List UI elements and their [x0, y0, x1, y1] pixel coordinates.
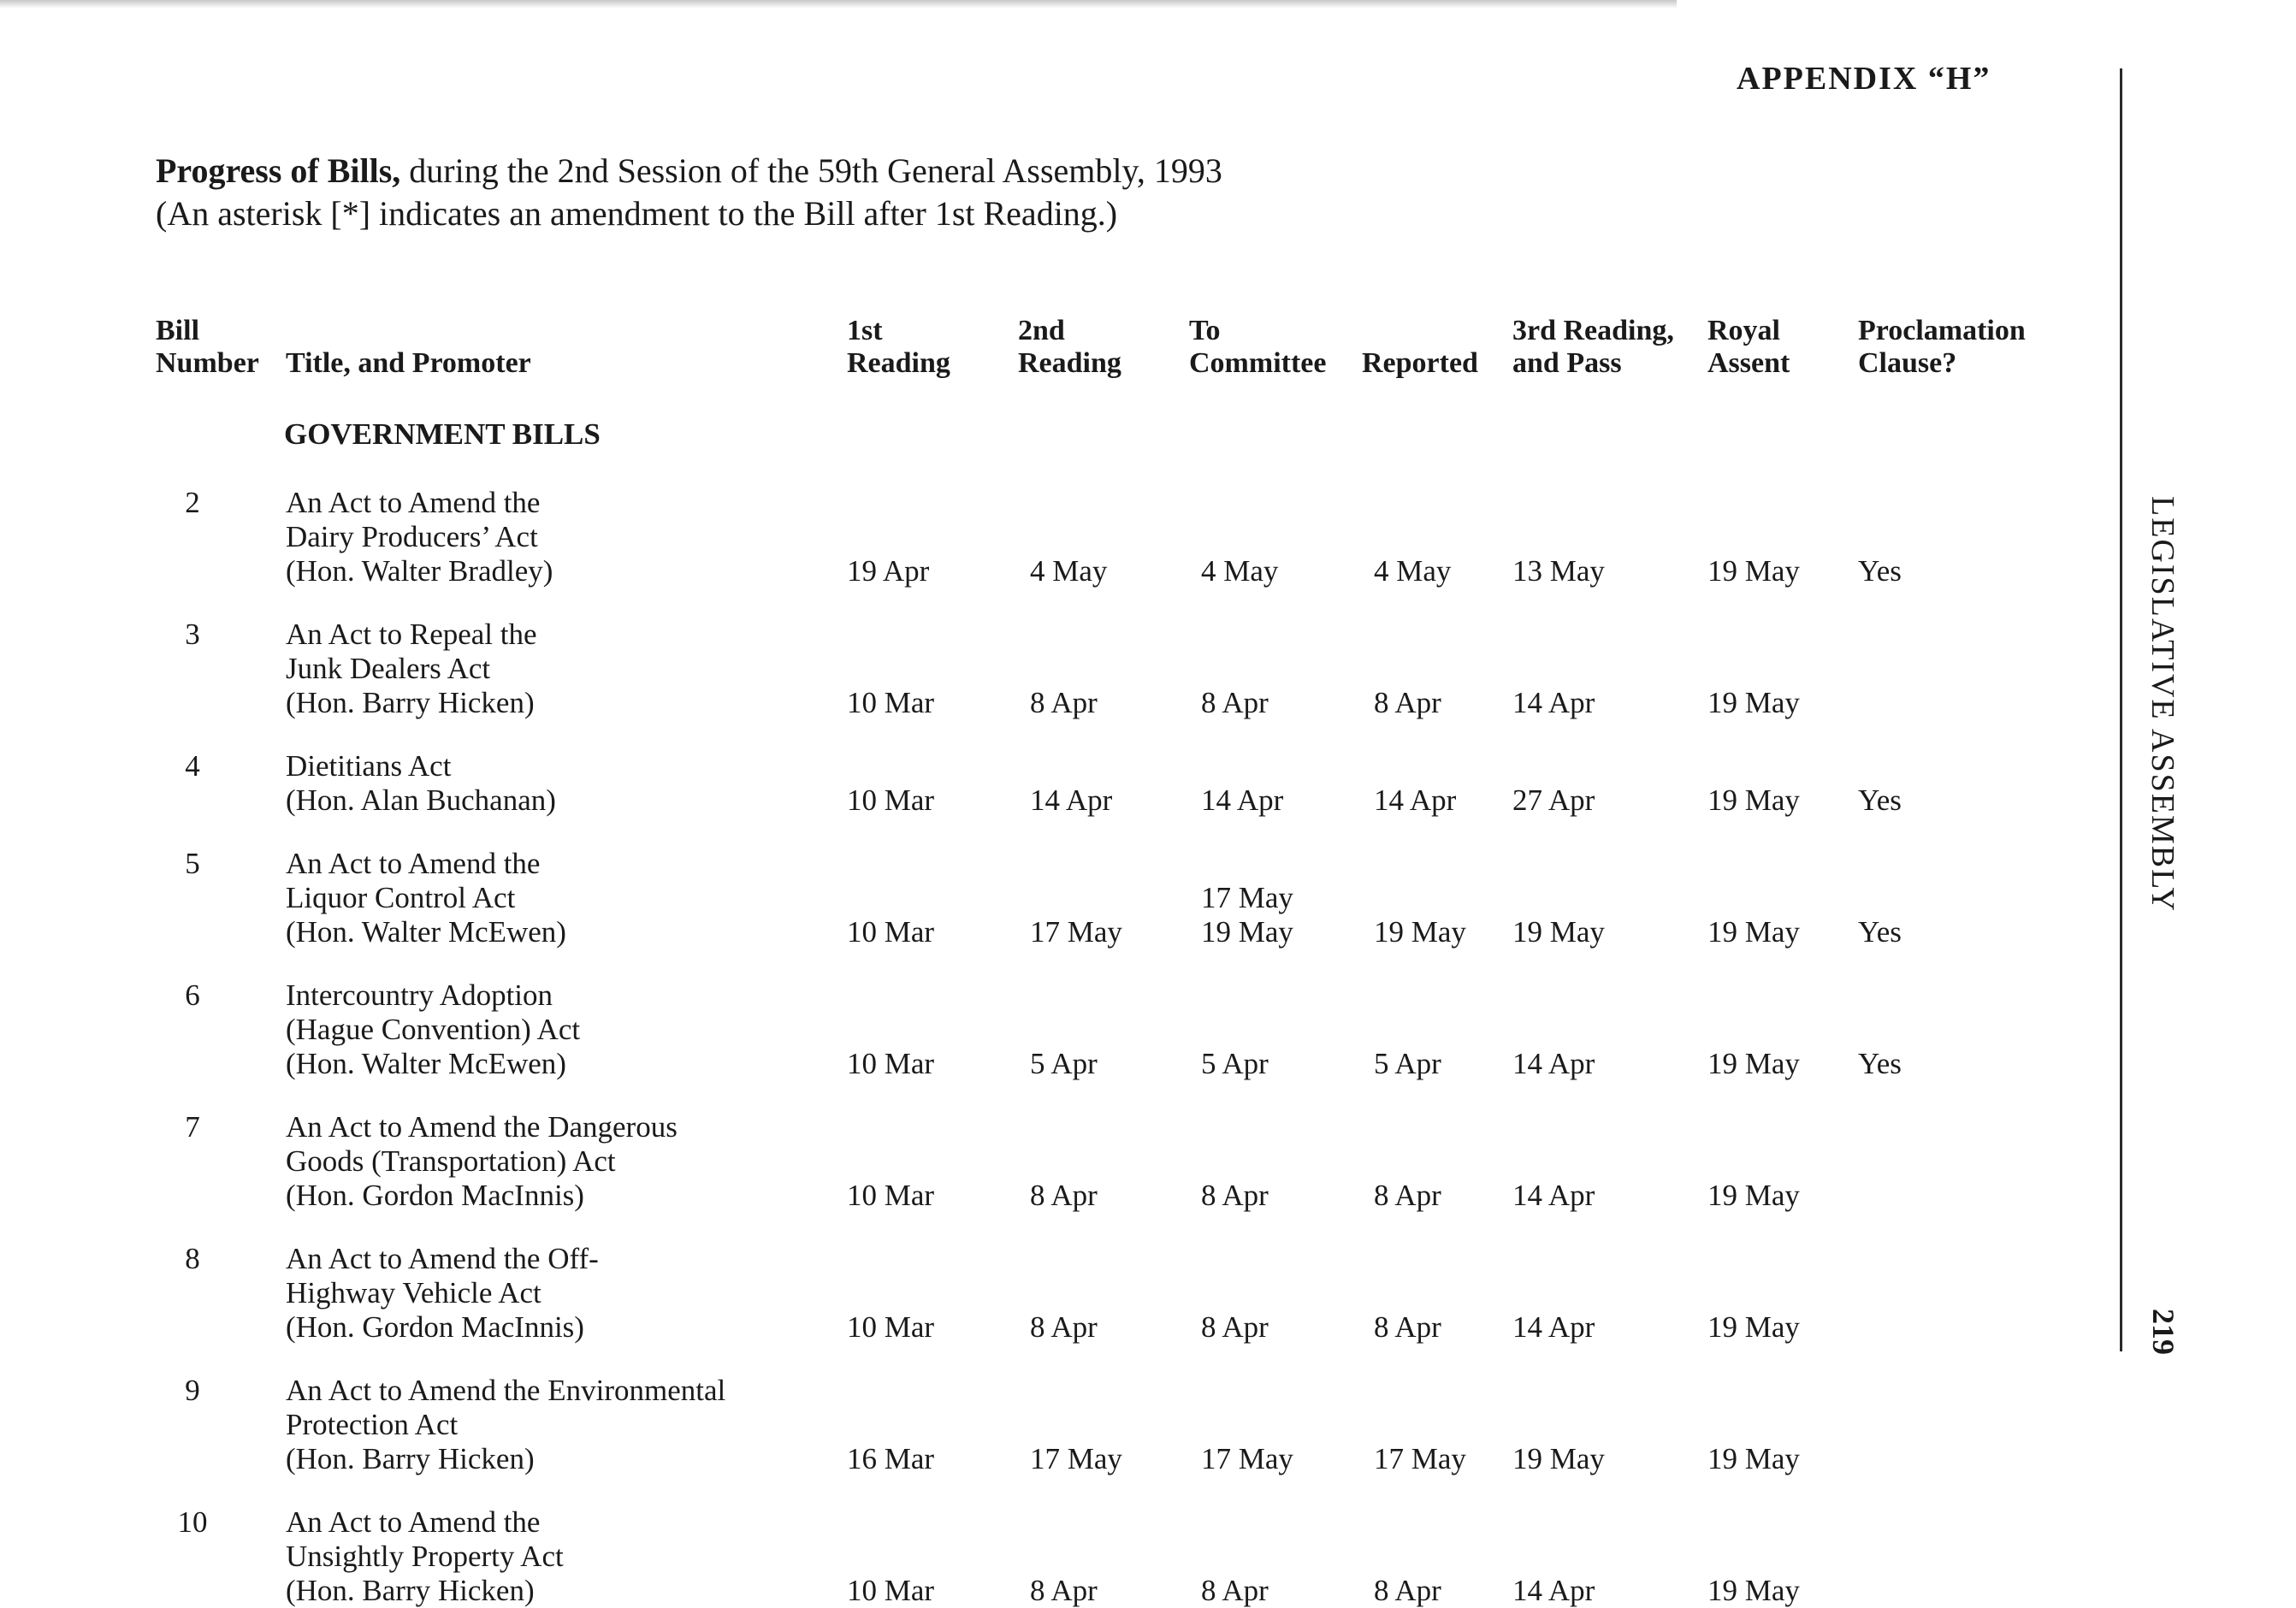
title-note: (An asterisk [*] indicates an amendment to the Bill after 1st Reading.) — [156, 194, 1118, 233]
bill-title-line: (Hon. Barry Hicken) — [286, 1574, 535, 1607]
bill-number: 3 — [185, 618, 200, 651]
bill-title-line: Liquor Control Act — [286, 881, 516, 914]
first-reading-date: 10 Mar — [847, 1310, 935, 1344]
bill-number: 6 — [185, 978, 200, 1012]
bill-number: 5 — [185, 847, 200, 880]
first-reading-date: 10 Mar — [847, 1574, 935, 1607]
column-header-bill-number: Bill Number — [156, 315, 259, 379]
to-committee-date: 8 Apr — [1201, 1310, 1269, 1344]
column-header-third-reading: 3rd Reading, and Pass — [1512, 315, 1674, 379]
bill-number: 7 — [185, 1110, 200, 1144]
column-header-royal-assent: Royal Assent — [1707, 315, 1790, 379]
side-rule — [2120, 68, 2122, 1351]
column-header-first-reading: 1st Reading — [847, 315, 950, 379]
royal-assent-date: 19 May — [1707, 1047, 1800, 1080]
royal-assent-date: 19 May — [1707, 1442, 1800, 1475]
third-reading-date: 13 May — [1512, 554, 1605, 588]
royal-assent-date: 19 May — [1707, 915, 1800, 949]
bill-number: 4 — [185, 749, 200, 783]
royal-assent-date: 19 May — [1707, 1574, 1800, 1607]
bill-title-line: An Act to Repeal the — [286, 618, 537, 651]
page-number: 219 — [2146, 1309, 2181, 1355]
first-reading-date: 10 Mar — [847, 783, 935, 817]
to-committee-date: 8 Apr — [1201, 686, 1269, 719]
second-reading-date: 4 May — [1030, 554, 1108, 588]
column-header-to-committee: To Committee — [1189, 315, 1327, 379]
reported-date: 8 Apr — [1374, 686, 1441, 719]
royal-assent-date: 19 May — [1707, 1179, 1800, 1212]
bill-title-line: (Hon. Gordon MacInnis) — [286, 1179, 584, 1212]
reported-date: 8 Apr — [1374, 1310, 1441, 1344]
column-header-proclamation: Proclamation Clause? — [1858, 315, 2026, 379]
third-reading-date: 14 Apr — [1512, 686, 1595, 719]
first-reading-date: 19 Apr — [847, 554, 930, 588]
bill-title-line: Highway Vehicle Act — [286, 1276, 541, 1309]
to-committee-date: 5 Apr — [1201, 1047, 1269, 1080]
document-title — [156, 150, 1222, 235]
bill-title-line: Dietitians Act — [286, 749, 452, 783]
bill-title-line: (Hague Convention) Act — [286, 1013, 581, 1046]
first-reading-date: 10 Mar — [847, 1047, 935, 1080]
proclamation-clause: Yes — [1858, 1047, 1902, 1080]
to-committee-date: 17 May — [1201, 1442, 1293, 1475]
column-header-second-reading: 2nd Reading — [1018, 315, 1121, 379]
third-reading-date: 19 May — [1512, 1442, 1605, 1475]
title-rest: during the 2nd Session of the 59th General Assembly, 1993 — [400, 151, 1222, 190]
bill-title-line: (Hon. Walter McEwen) — [286, 915, 566, 949]
third-reading-date: 14 Apr — [1512, 1310, 1595, 1344]
bill-title-line: (Hon. Walter McEwen) — [286, 1047, 566, 1080]
bill-title-line: Unsightly Property Act — [286, 1540, 564, 1573]
second-reading-date: 8 Apr — [1030, 686, 1098, 719]
proclamation-clause: Yes — [1858, 783, 1902, 817]
royal-assent-date: 19 May — [1707, 686, 1800, 719]
second-reading-date: 5 Apr — [1030, 1047, 1098, 1080]
bill-title-line: Goods (Transportation) Act — [286, 1144, 616, 1178]
to-committee-date: 8 Apr — [1201, 1179, 1269, 1212]
bill-number: 10 — [177, 1505, 208, 1539]
first-reading-date: 10 Mar — [847, 686, 935, 719]
bill-title-line: An Act to Amend the Dangerous — [286, 1110, 678, 1144]
third-reading-date: 14 Apr — [1512, 1179, 1595, 1212]
title-bold: Progress of Bills, — [156, 151, 401, 190]
proclamation-clause: Yes — [1858, 554, 1902, 588]
bill-number: 2 — [185, 486, 200, 519]
third-reading-date: 14 Apr — [1512, 1574, 1595, 1607]
to-committee-date: 14 Apr — [1201, 783, 1284, 817]
bill-title-line: (Hon. Gordon MacInnis) — [286, 1310, 584, 1344]
bill-title-line: An Act to Amend the Off- — [286, 1242, 599, 1275]
proclamation-clause: Yes — [1858, 915, 1902, 949]
reported-date: 17 May — [1374, 1442, 1466, 1475]
bill-title-line: (Hon. Alan Buchanan) — [286, 783, 556, 817]
appendix-heading: APPENDIX “H” — [1737, 61, 1991, 97]
column-header-reported: Reported — [1362, 347, 1478, 379]
third-reading-date: 14 Apr — [1512, 1047, 1595, 1080]
first-reading-date: 10 Mar — [847, 1179, 935, 1212]
bill-title-line: Junk Dealers Act — [286, 652, 491, 685]
second-reading-date: 17 May — [1030, 1442, 1122, 1475]
reported-date: 5 Apr — [1374, 1047, 1441, 1080]
second-reading-date: 8 Apr — [1030, 1179, 1098, 1212]
second-reading-date: 14 Apr — [1030, 783, 1113, 817]
bill-title-line: Intercountry Adoption — [286, 978, 553, 1012]
royal-assent-date: 19 May — [1707, 554, 1800, 588]
bill-title-line: An Act to Amend the Environmental — [286, 1374, 726, 1407]
reported-date: 19 May — [1374, 915, 1466, 949]
first-reading-date: 10 Mar — [847, 915, 935, 949]
bill-title-line: Dairy Producers’ Act — [286, 520, 538, 553]
bill-number: 8 — [185, 1242, 200, 1275]
to-committee-date: 19 May — [1201, 915, 1293, 949]
third-reading-date: 27 Apr — [1512, 783, 1595, 817]
to-committee-date: 8 Apr — [1201, 1574, 1269, 1607]
reported-date: 8 Apr — [1374, 1574, 1441, 1607]
scan-top-shadow — [0, 0, 1677, 9]
column-header-title: Title, and Promoter — [286, 347, 531, 379]
bill-title-line: (Hon. Walter Bradley) — [286, 554, 553, 588]
to-committee-date: 17 May — [1201, 881, 1293, 914]
second-reading-date: 8 Apr — [1030, 1310, 1098, 1344]
bill-number: 9 — [185, 1374, 200, 1407]
section-heading: GOVERNMENT BILLS — [284, 417, 601, 451]
reported-date: 4 May — [1374, 554, 1452, 588]
bill-title-line: (Hon. Barry Hicken) — [286, 686, 535, 719]
reported-date: 8 Apr — [1374, 1179, 1441, 1212]
royal-assent-date: 19 May — [1707, 1310, 1800, 1344]
bill-title-line: An Act to Amend the — [286, 486, 541, 519]
bill-title-line: An Act to Amend the — [286, 1505, 541, 1539]
second-reading-date: 8 Apr — [1030, 1574, 1098, 1607]
royal-assent-date: 19 May — [1707, 783, 1800, 817]
bill-title-line: An Act to Amend the — [286, 847, 541, 880]
first-reading-date: 16 Mar — [847, 1442, 935, 1475]
third-reading-date: 19 May — [1512, 915, 1605, 949]
second-reading-date: 17 May — [1030, 915, 1122, 949]
bill-title-line: Protection Act — [286, 1408, 459, 1441]
side-running-head: LEGISLATIVE ASSEMBLY — [2145, 496, 2181, 913]
to-committee-date: 4 May — [1201, 554, 1279, 588]
reported-date: 14 Apr — [1374, 783, 1457, 817]
bill-title-line: (Hon. Barry Hicken) — [286, 1442, 535, 1475]
